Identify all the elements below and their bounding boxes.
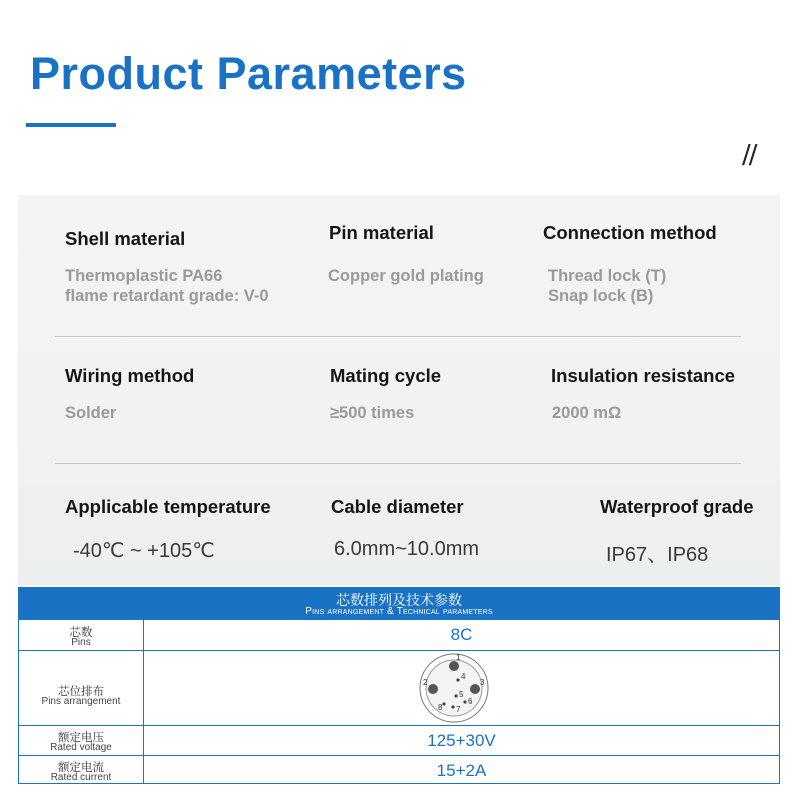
row-label-zh: 额定电流 xyxy=(58,760,104,774)
applicable-temperature-label: Applicable temperature xyxy=(65,496,271,517)
shell-material-value-2: flame retardant grade: V-0 xyxy=(65,287,269,305)
pin-arrangement-diagram xyxy=(414,652,494,724)
table-row-pins xyxy=(19,619,779,650)
divider-2 xyxy=(55,463,741,464)
pin-number-3: 3 xyxy=(480,678,485,687)
title-underline xyxy=(26,123,116,127)
pin-number-1: 1 xyxy=(456,653,461,662)
shell-material-value-1: Thermoplastic PA66 xyxy=(65,267,223,285)
pin-number-4: 4 xyxy=(461,672,466,681)
row-label-en: Pins arrangement xyxy=(41,696,121,707)
table-header-zh: 芯数排列及技术参数 xyxy=(336,593,462,609)
pin-7 xyxy=(451,705,454,708)
insulation-resistance-label: Insulation resistance xyxy=(551,365,736,386)
mating-cycle-label: Mating cycle xyxy=(330,365,442,386)
pin-number-6: 6 xyxy=(468,697,473,706)
row-label-zh: 额定电压 xyxy=(58,730,104,744)
table-header-en: Pins arrangement & Technical parameters xyxy=(305,606,493,617)
pin-material-value: Copper gold plating xyxy=(328,267,484,285)
cable-diameter-label: Cable diameter xyxy=(331,496,464,517)
waterproof-grade-label: Waterproof grade xyxy=(600,496,754,517)
divider-1 xyxy=(55,336,741,337)
parameters-panel xyxy=(18,195,780,585)
row-label xyxy=(19,651,144,725)
pins-parameters-table xyxy=(18,587,780,784)
row-label-en: Pins xyxy=(71,637,91,648)
row-label xyxy=(19,620,144,650)
cable-diameter-value: 6.0mm~10.0mm xyxy=(334,538,480,560)
pin-arrangement-cell xyxy=(144,651,779,725)
connection-method-label: Connection method xyxy=(543,222,717,243)
decorative-slashes: // xyxy=(742,140,756,170)
connection-method-value-2: Snap lock (B) xyxy=(548,287,654,305)
pin-5 xyxy=(454,694,457,697)
pin-4 xyxy=(456,678,459,681)
table-row-rated-voltage xyxy=(19,725,779,755)
row-label-en: Rated voltage xyxy=(50,742,112,753)
table-row-arrangement xyxy=(19,650,779,725)
connection-method-value-1: Thread lock (T) xyxy=(548,267,667,285)
table-row-rated-current xyxy=(19,755,779,784)
row-label-en: Rated current xyxy=(50,772,112,783)
row-value: 125+30V xyxy=(427,731,496,750)
pin-material-label: Pin material xyxy=(329,222,434,243)
pin-2 xyxy=(428,684,438,694)
row-label-zh: 芯位排布 xyxy=(58,684,104,698)
row-value: 15+2A xyxy=(436,761,487,780)
pin-1 xyxy=(449,661,459,671)
row-value: 8C xyxy=(450,625,473,644)
page-title: Product Parameters xyxy=(30,48,467,99)
shell-material-label: Shell material xyxy=(65,228,186,249)
pin-number-2: 2 xyxy=(423,678,428,687)
row-label xyxy=(19,756,144,784)
pin-number-5: 5 xyxy=(459,690,464,699)
pin-3 xyxy=(470,684,480,694)
table-header xyxy=(19,588,779,619)
pin-number-7: 7 xyxy=(456,705,461,714)
wiring-method-value: Solder xyxy=(65,404,117,422)
pin-8 xyxy=(442,702,445,705)
insulation-resistance-value: 2000 mΩ xyxy=(552,404,622,422)
wiring-method-label: Wiring method xyxy=(65,365,195,386)
waterproof-grade-value: IP67、IP68 xyxy=(606,544,709,566)
applicable-temperature-value: -40℃ ~ +105℃ xyxy=(73,540,215,562)
pin-number-8: 8 xyxy=(438,703,443,712)
row-label xyxy=(19,726,144,755)
mating-cycle-value: ≥500 times xyxy=(330,404,415,422)
pin-6 xyxy=(463,700,466,703)
row-label-zh: 芯数 xyxy=(69,625,93,639)
